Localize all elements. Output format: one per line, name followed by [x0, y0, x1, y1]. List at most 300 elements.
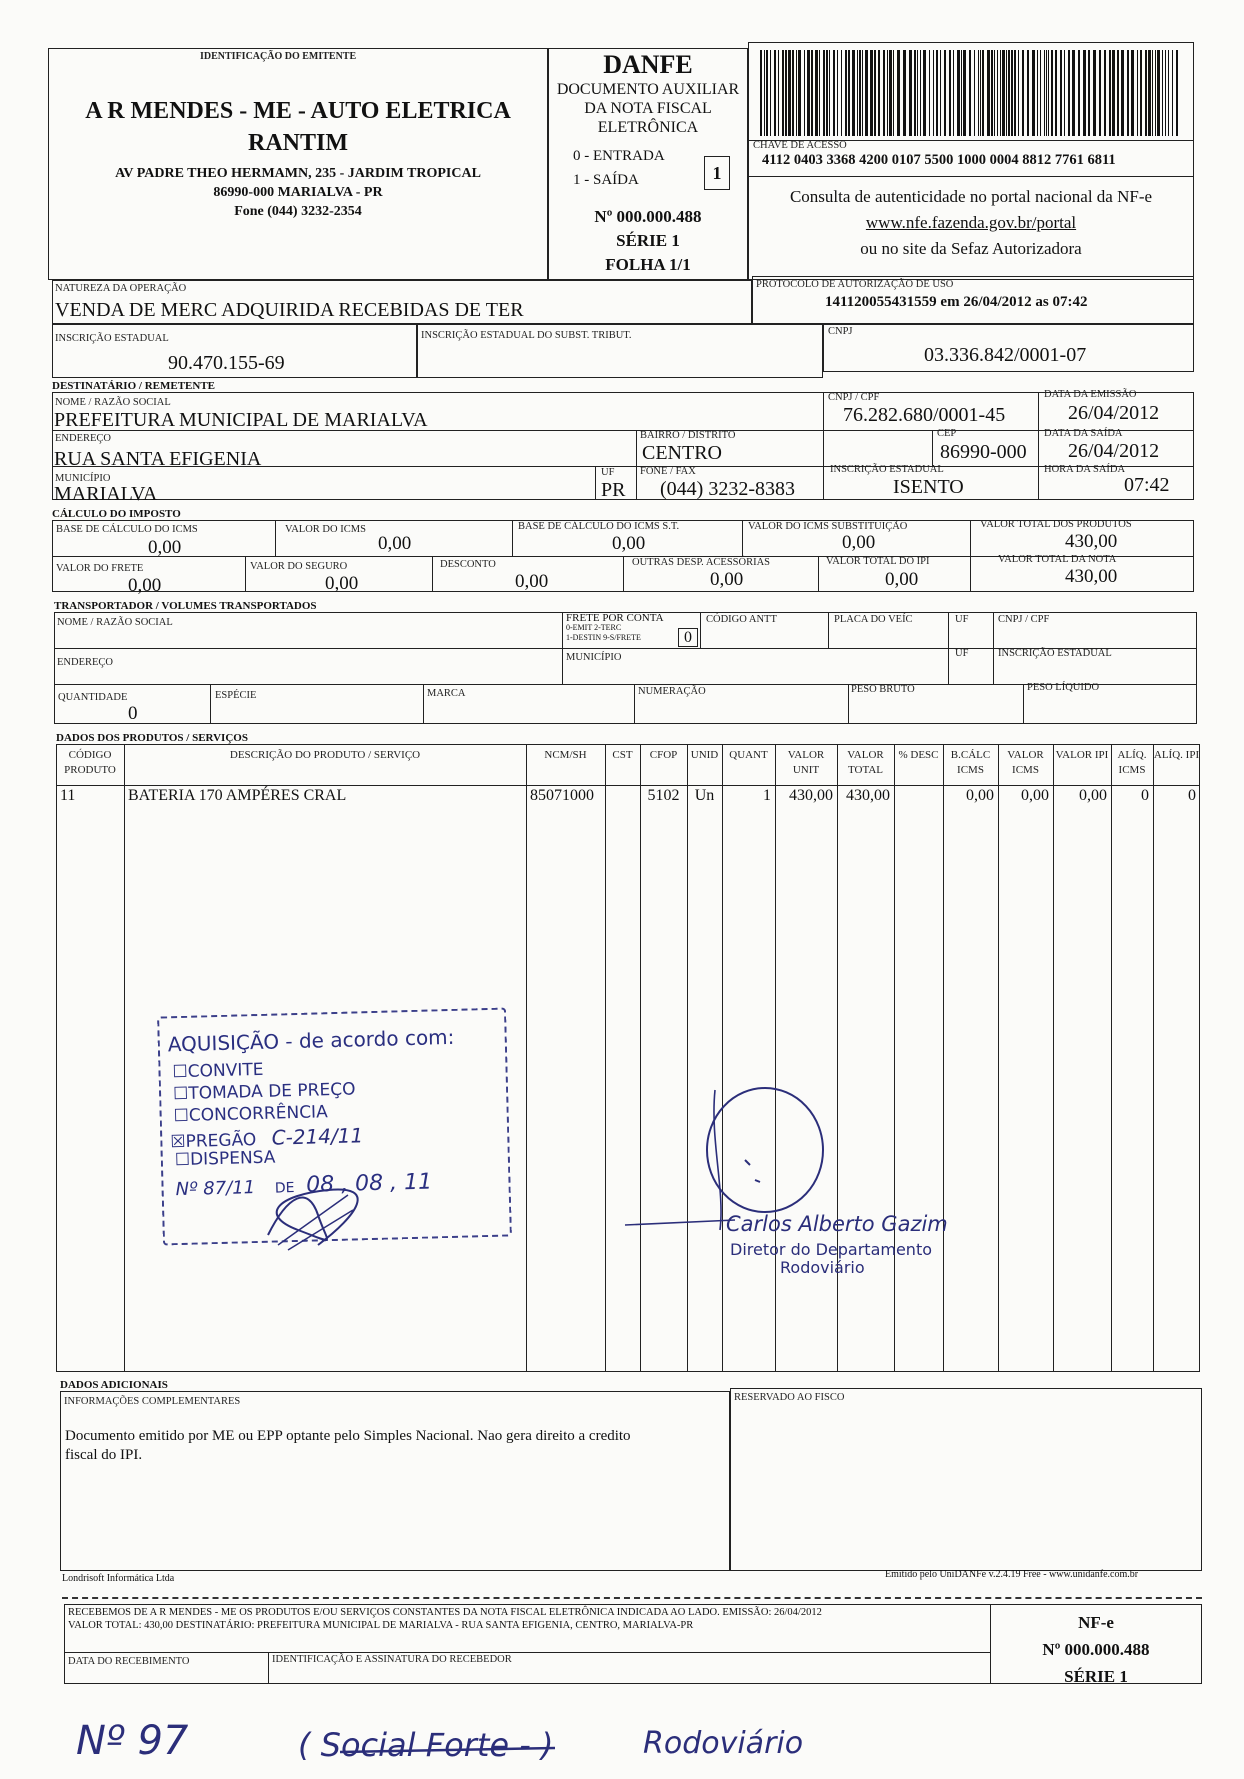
produtos-header-7: VALOR UNIT [787, 749, 825, 776]
barcode-bar [978, 50, 979, 136]
frete-value: 0,00 [128, 575, 162, 596]
barcode-bar [982, 50, 984, 136]
barcode-bar [969, 50, 971, 136]
protocolo-value: 141120055431559 em 26/04/2012 as 07:42 [825, 294, 1088, 310]
produtos-header-13: ALÍQ. ICMS [1117, 749, 1147, 776]
transp-uf2-label: UF [955, 648, 969, 659]
produtos-col-divider [1111, 744, 1112, 1372]
barcode-bar [865, 50, 868, 136]
canhoto-nfe-block [990, 1609, 1202, 1690]
emitente-phone: Fone (044) 3232-2354 [234, 204, 362, 219]
dest-municipio-label: MUNICÍPIO [55, 473, 111, 484]
info-label: INFORMAÇÕES COMPLEMENTARES [64, 1396, 241, 1407]
info-line1: Documento emitido por ME ou EPP optante pelo Simples Nacional. Nao gera direito a credito [65, 1428, 631, 1444]
produtos-cell-0-10: 0,00 [966, 787, 994, 804]
barcode-bar [857, 50, 858, 136]
ipi-label: VALOR TOTAL DO IPI [826, 556, 930, 567]
danfe-block [548, 50, 748, 137]
produtos-header-3: CST [612, 749, 633, 761]
dest-uf-label: UF [601, 467, 615, 478]
transp-frete-block [566, 613, 664, 643]
barcode-bar [1099, 50, 1101, 136]
emitente-city: 86990-000 MARIALVA - PR [213, 185, 383, 200]
barcode-bar [963, 50, 966, 136]
barcode-bar [893, 50, 894, 136]
danfe-subtitle3: ELETRÔNICA [597, 119, 699, 136]
natureza-value: VENDA DE MERC ADQUIRIDA RECEBIDAS DE TER [55, 299, 524, 321]
consulta-url[interactable]: www.nfe.fazenda.gov.br/portal [865, 213, 1077, 232]
barcode-bar [1078, 50, 1080, 136]
barcode-bar [936, 50, 938, 136]
dest-municipio-value: MARIALVA [54, 483, 158, 505]
barcode-bar [1168, 50, 1169, 136]
dest-ie-label: INSCRIÇÃO ESTADUAL [830, 464, 944, 475]
stamp-data: 08 , 08 , 11 [305, 1169, 433, 1198]
barcode-bar [874, 50, 876, 136]
transp-ie-label: INSCRIÇÃO ESTADUAL [998, 648, 1112, 659]
transporte-section: TRANSPORTADOR / VOLUMES TRANSPORTADOS [54, 600, 317, 612]
barcode-bar [1083, 50, 1086, 136]
produtos-col-divider [124, 744, 125, 1372]
produtos-cell-0-12: 0,00 [1079, 787, 1107, 804]
barcode-bar [1172, 50, 1173, 136]
produtos-col-divider [943, 744, 944, 1372]
barcode-bar [980, 50, 981, 136]
dest-endereco-value: RUA SANTA EFIGENIA [54, 448, 262, 470]
dest-nome-value: PREFEITURA MUNICIPAL DE MARIALVA [54, 409, 428, 431]
barcode-bar [974, 50, 975, 136]
danfe-subtitle2: DA NOTA FISCAL [584, 100, 712, 117]
barcode-bar [957, 50, 960, 136]
transp-frete-opt1: 0-EMIT 2-TERC [566, 623, 622, 632]
barcode-bar [1048, 50, 1049, 136]
barcode-bar [920, 50, 921, 136]
produtos-col-divider [1153, 744, 1154, 1372]
produtos-cell-0-5: Un [694, 787, 715, 804]
barcode-bar [994, 50, 995, 136]
stamp-opt1: CONVITE [187, 1059, 264, 1082]
barcode-bar [841, 50, 842, 136]
barcode-bar [1162, 50, 1163, 136]
danfe-tipo-box: 1 [704, 156, 730, 190]
emitente-section-label: IDENTIFICAÇÃO DO EMITENTE [200, 51, 357, 62]
transp-placa-label: PLACA DO VEÍC [834, 614, 913, 625]
stamp-opt-concorrencia [173, 1102, 328, 1126]
ipi-value: 0,00 [885, 569, 919, 590]
transp-uf-label: UF [955, 614, 969, 625]
produtos-col-divider [775, 744, 776, 1372]
transp-frete-value: 0 [678, 628, 698, 647]
barcode-bar [845, 50, 847, 136]
barcode-bar [1014, 50, 1016, 136]
consulta-text: Consulta de autenticidade no portal nacional da NF-e [789, 187, 1153, 206]
danfe-subtitle1: DOCUMENTO AUXILIAR [556, 81, 740, 98]
produtos-cell-0-8: 430,00 [846, 787, 890, 804]
produtos-header-11: VALOR ICMS [1007, 749, 1044, 776]
barcode-bar [914, 50, 916, 136]
barcode-bar [1112, 50, 1115, 136]
barcode-bar [815, 50, 818, 136]
canhoto-assinatura-label: IDENTIFICAÇÃO E ASSINATURA DO RECEBEDOR [272, 1654, 512, 1665]
produtos-header-9: % DESC [898, 749, 939, 761]
barcode-bar [1040, 50, 1041, 136]
transp-antt-label: CÓDIGO ANTT [706, 614, 777, 625]
barcode-bar [1104, 50, 1106, 136]
produtos-cell-0-0: 11 [60, 787, 76, 804]
emitente-name-line2: RANTIM [248, 130, 348, 156]
barcode-bar [1093, 50, 1096, 136]
produtos-col-divider [605, 744, 606, 1372]
barcode-bar [961, 50, 962, 136]
barcode-bar [770, 50, 771, 136]
produtos-cell-0-4: 5102 [647, 787, 680, 804]
base-st-value: 0,00 [612, 533, 646, 554]
produtos-col-divider [526, 744, 527, 1372]
barcode-bar [1018, 50, 1019, 136]
transp-nome-label: NOME / RAZÃO SOCIAL [57, 617, 173, 628]
barcode-bar [1044, 50, 1045, 136]
barcode-bar [778, 50, 779, 136]
barcode-bar [1027, 50, 1029, 136]
canhoto-nfe: NF-e [1078, 1613, 1114, 1632]
barcode-bar [917, 50, 918, 136]
barcode-bar [796, 50, 797, 136]
checkbox-empty-icon: ☐ [173, 1105, 190, 1127]
barcode-bar [1152, 50, 1153, 136]
stamp-opt-convite [172, 1060, 263, 1082]
transp-qtd-label: QUANTIDADE [58, 692, 128, 703]
barcode-bar [1145, 50, 1147, 136]
signature-role1: Diretor do Departamento [730, 1240, 933, 1259]
checkbox-empty-icon: ☐ [172, 1061, 189, 1083]
transp-municipio-label: MUNICÍPIO [566, 652, 622, 663]
total-prod-label: VALOR TOTAL DOS PRODUTOS [980, 519, 1132, 530]
dest-saida-label: DATA DA SAÍDA [1044, 428, 1123, 439]
barcode-bar [933, 50, 934, 136]
canhoto-text1: RECEBEMOS DE A R MENDES - ME OS PRODUTOS E/OU SERVIÇOS CONSTANTES DA NOTA FISCAL ELETRÔNICA INDICADA AO LADO. EMISSÃO: 26/04/2012 [68, 1607, 822, 1618]
produtos-cell-0-1: BATERIA 170 AMPÉRES CRAL [128, 787, 347, 804]
dest-ie-value: ISENTO [893, 476, 964, 498]
produtos-header-1: DESCRIÇÃO DO PRODUTO / SERVIÇO [229, 749, 421, 761]
barcode-image [760, 50, 1180, 136]
barcode-bar [837, 50, 838, 136]
danfe-saida: 1 - SAÍDA [573, 172, 639, 188]
barcode-bar [833, 50, 835, 136]
handwritten-number: Nº 97 [76, 1718, 189, 1764]
barcode-bar [1109, 50, 1111, 136]
produtos-header-4: CFOP [649, 749, 678, 761]
barcode-bar [987, 50, 990, 136]
produtos-col-divider [687, 744, 688, 1372]
barcode-bar [1000, 50, 1001, 136]
barcode-bar [944, 50, 946, 136]
strikethrough-mark [335, 1740, 565, 1760]
fisco-box [730, 1388, 1202, 1571]
barcode-bar [1131, 50, 1134, 136]
transp-cnpj-label: CNPJ / CPF [998, 614, 1050, 625]
barcode-bar [1148, 50, 1151, 136]
barcode-bar [889, 50, 892, 136]
barcode-bar [1051, 50, 1053, 136]
barcode-bar [1165, 50, 1166, 136]
desconto-label: DESCONTO [440, 559, 496, 570]
produtos-cell-0-14: 0 [1188, 787, 1196, 804]
checkbox-empty-icon: ☐ [172, 1083, 189, 1105]
handwritten-right: Rodoviário [643, 1726, 804, 1761]
desconto-value: 0,00 [515, 571, 549, 592]
canhoto-data-label: DATA DO RECEBIMENTO [68, 1656, 190, 1667]
barcode-bar [848, 50, 850, 136]
handwritten-middle: ( Social Forte - ) [298, 1726, 554, 1764]
barcode-bar [1046, 50, 1047, 136]
produtos-col-divider [998, 744, 999, 1372]
chave-label: CHAVE DE ACESSO [753, 140, 847, 151]
base-icms-value: 0,00 [148, 537, 182, 558]
barcode-bar [1008, 50, 1010, 136]
barcode-bar [798, 50, 801, 136]
produtos-header-10: B.CÁLC ICMS [950, 749, 991, 776]
cnpj-emit-label: CNPJ [828, 326, 853, 337]
barcode-bar [804, 50, 805, 136]
dest-bairro-label: BAIRRO / DISTRITO [640, 430, 736, 441]
produtos-col-divider [640, 744, 641, 1372]
transp-numeracao-label: NUMERAÇÃO [638, 686, 706, 697]
danfe-folha: FOLHA 1/1 [605, 255, 691, 274]
barcode-bar [883, 50, 885, 136]
produtos-header-12: VALOR IPI [1055, 749, 1109, 761]
barcode-bar [862, 50, 863, 136]
barcode-bar [782, 50, 784, 136]
dest-endereco-label: ENDEREÇO [55, 433, 111, 444]
produtos-col-divider [837, 744, 838, 1372]
valor-icms-label: VALOR DO ICMS [285, 524, 366, 535]
danfe-title: DANFE [603, 50, 693, 79]
barcode-bar [909, 50, 912, 136]
barcode-bar [897, 50, 900, 136]
barcode-bar [829, 50, 830, 136]
produtos-cell-0-6: 1 [763, 787, 771, 804]
stamp-opt2: TOMADA DE PREÇO [188, 1079, 356, 1104]
transp-endereco-label: ENDEREÇO [57, 657, 113, 668]
protocolo-label: PROTOCOLO DE AUTORIZAÇÃO DE USO [756, 279, 954, 290]
total-nota-label: VALOR TOTAL DA NOTA [998, 554, 1117, 565]
dest-fone-value: (044) 3232-8383 [660, 478, 795, 500]
dest-cep-label: CEP [937, 428, 957, 439]
barcode-bar [1002, 50, 1005, 136]
emitente-name-line1: A R MENDES - ME - AUTO ELETRICA [85, 98, 511, 124]
dest-fone-label: FONE / FAX [640, 466, 696, 477]
transp-bruto-label: PESO BRUTO [851, 684, 915, 695]
produtos-header-8: VALOR TOTAL [847, 749, 884, 776]
barcode-bar [852, 50, 855, 136]
outras-value: 0,00 [710, 569, 744, 590]
dest-nome-label: NOME / RAZÃO SOCIAL [55, 397, 171, 408]
dest-emissao-label: DATA DA EMISSÃO [1044, 389, 1137, 400]
dest-saida-value: 26/04/2012 [1068, 440, 1160, 462]
canhoto-numero: Nº 000.000.488 [1042, 1640, 1150, 1659]
ie-value: 90.470.155-69 [168, 352, 285, 374]
stamp-signature-scribble [258, 1175, 368, 1255]
barcode-bar [1006, 50, 1007, 136]
imposto-section: CÁLCULO DO IMPOSTO [52, 508, 181, 520]
produtos-cell-0-11: 0,00 [1021, 787, 1049, 804]
seguro-value: 0,00 [325, 573, 359, 594]
cut-line [62, 1597, 1202, 1599]
emitente-street: AV PADRE THEO HERMAMN, 235 - JARDIM TROPICAL [115, 166, 481, 181]
consulta-block [748, 184, 1194, 262]
barcode-bar [792, 50, 794, 136]
outras-label: OUTRAS DESP. ACESSÓRIAS [632, 557, 770, 568]
produtos-section: DADOS DOS PRODUTOS / SERVIÇOS [56, 732, 248, 744]
barcode-bar [953, 50, 954, 136]
barcode-bar [949, 50, 951, 136]
barcode-bar [1037, 50, 1038, 136]
barcode-bar [1117, 50, 1119, 136]
barcode-bar [887, 50, 888, 136]
barcode-bar [1127, 50, 1129, 136]
barcode-bar [1068, 50, 1070, 136]
stamp-opt3: CONCORRÊNCIA [188, 1102, 328, 1126]
total-nota-value: 430,00 [1065, 566, 1118, 587]
checkbox-checked-icon: ☒ [170, 1131, 186, 1153]
checkbox-empty-icon: ☐ [174, 1149, 191, 1171]
barcode-bar [1140, 50, 1142, 136]
base-icms-label: BASE DE CÁLCULO DO ICMS [56, 524, 198, 535]
canhoto-text2: VALOR TOTAL: 430,00 DESTINATÁRIO: PREFEITURA MUNICIPAL DE MARIALVA - RUA SANTA EFIGENIA, CENTRO, MARIALVA-PR [68, 1620, 694, 1631]
seguro-label: VALOR DO SEGURO [250, 561, 348, 572]
cnpj-emit-value: 03.336.842/0001-07 [924, 344, 1087, 366]
dest-hora-value: 07:42 [1124, 474, 1170, 496]
barcode-bar [764, 50, 765, 136]
stamp-opt4: PREGÃO [185, 1130, 257, 1152]
danfe-numero: Nº 000.000.488 [594, 207, 702, 226]
produtos-header-14: ALÍQ. IPI [1153, 749, 1200, 761]
canhoto-serie: SÉRIE 1 [1064, 1667, 1128, 1686]
barcode-bar [903, 50, 906, 136]
barcode-bar [1176, 50, 1178, 136]
barcode-bar [1088, 50, 1090, 136]
barcode-bar [1055, 50, 1057, 136]
barcode-bar [1064, 50, 1065, 136]
danfe-serie: SÉRIE 1 [616, 231, 680, 250]
consulta-sefaz: ou no site da Sefaz Autorizadora [860, 239, 1082, 258]
info-box [60, 1391, 730, 1571]
transp-liquido-label: PESO LÍQUIDO [1027, 682, 1100, 693]
stamp-opt-tomada [173, 1079, 356, 1104]
stamp-de: DE [274, 1180, 295, 1197]
transp-marca-label: MARCA [427, 688, 466, 699]
barcode-bar [859, 50, 861, 136]
barcode-bar [1011, 50, 1013, 136]
frete-label: VALOR DO FRETE [56, 563, 144, 574]
signature-name: Carlos Alberto Gazim [726, 1212, 948, 1236]
destinatario-section: DESTINATÁRIO / REMETENTE [52, 380, 215, 392]
produtos-cell-0-7: 430,00 [789, 787, 833, 804]
barcode-bar [1121, 50, 1124, 136]
valor-icms-value: 0,00 [378, 533, 412, 554]
barcode-bar [1137, 50, 1138, 136]
valor-st-label: VALOR DO ICMS SUBSTITUIÇÃO [748, 521, 908, 532]
dest-cep-value: 86990-000 [940, 441, 1027, 463]
dest-emissao-value: 26/04/2012 [1068, 402, 1160, 424]
produtos-col-divider [894, 744, 895, 1372]
produtos-header-0: CÓDIGO PRODUTO [64, 749, 116, 776]
barcode-bar [807, 50, 810, 136]
ie-label: INSCRIÇÃO ESTADUAL [55, 333, 169, 344]
barcode-bar [878, 50, 880, 136]
chave-value: 4112 0403 3368 4200 0107 5500 1000 0004 8812 7761 6811 [762, 152, 1116, 168]
transp-frete-opt2: 1-DESTIN 9-S/FRETE [566, 633, 641, 642]
emitente-address [48, 164, 548, 221]
natureza-label: NATUREZA DA OPERAÇÃO [55, 283, 187, 294]
barcode-bar [991, 50, 993, 136]
barcode-bar [826, 50, 828, 136]
danfe-numero-block [548, 205, 748, 277]
dest-hora-label: HORA DA SAÍDA [1044, 464, 1126, 475]
barcode-bar [1155, 50, 1156, 136]
barcode-bar [870, 50, 873, 136]
barcode-bar [929, 50, 930, 136]
barcode-bar [819, 50, 820, 136]
stamp-opt-dispensa [175, 1148, 276, 1171]
transp-frete-label: FRETE POR CONTA [566, 612, 664, 624]
barcode-bar [1072, 50, 1075, 136]
stamp-opt4-hand: C-214/11 [271, 1123, 364, 1150]
barcode-bar [788, 50, 791, 136]
barcode-bar [1022, 50, 1024, 136]
dest-cnpj-label: CNPJ / CPF [828, 392, 880, 403]
info-text [65, 1427, 631, 1465]
stamp-title: AQUISIÇÃO - de acordo com: [167, 1024, 455, 1057]
produtos-header-6: QUANT [729, 749, 768, 761]
emitente-name [48, 95, 548, 159]
produtos-col-divider [722, 744, 723, 1372]
barcode-bar [774, 50, 776, 136]
dest-uf-value: PR [601, 479, 626, 501]
transp-qtd-value: 0 [128, 703, 138, 724]
signature-role2: Rodoviário [780, 1258, 865, 1277]
info-line2: fiscal do IPI. [65, 1447, 143, 1463]
barcode-bar [1032, 50, 1035, 136]
produtos-col-divider [1053, 744, 1054, 1372]
adicionais-section: DADOS ADICIONAIS [60, 1379, 168, 1391]
canhoto-text [68, 1606, 822, 1632]
total-prod-value: 430,00 [1065, 531, 1118, 552]
fisco-label: RESERVADO AO FISCO [734, 1392, 845, 1403]
ie-st-label: INSCRIÇÃO ESTADUAL DO SUBST. TRIBUT. [421, 330, 632, 341]
produtos-header-5: UNID [690, 749, 719, 761]
barcode-bar [923, 50, 926, 136]
barcode-bar [823, 50, 825, 136]
barcode-bar [811, 50, 813, 136]
produtos-cell-0-2: 85071000 [530, 787, 594, 804]
footer-right: Emitido pelo UniDANFe v.2.4.19 Free - www.unidanfe.com.br [885, 1569, 1139, 1580]
barcode-bar [940, 50, 941, 136]
barcode-bar [760, 50, 762, 136]
valor-st-value: 0,00 [842, 532, 876, 553]
footer-left: Londrisoft Informática Ltda [62, 1573, 175, 1584]
transp-especie-label: ESPÉCIE [215, 690, 257, 701]
produtos-cell-0-13: 0 [1141, 787, 1149, 804]
stamp-opt5: DISPENSA [189, 1147, 276, 1170]
danfe-entrada: 0 - ENTRADA [573, 148, 665, 164]
dest-cnpj-value: 76.282.680/0001-45 [843, 404, 1006, 426]
barcode-bar [766, 50, 768, 136]
dest-bairro-value: CENTRO [642, 442, 722, 464]
barcode-bar [785, 50, 787, 136]
stamp-numero: Nº 87/11 [175, 1177, 256, 1201]
base-st-label: BASE DE CÁLCULO DO ICMS S.T. [518, 521, 680, 532]
